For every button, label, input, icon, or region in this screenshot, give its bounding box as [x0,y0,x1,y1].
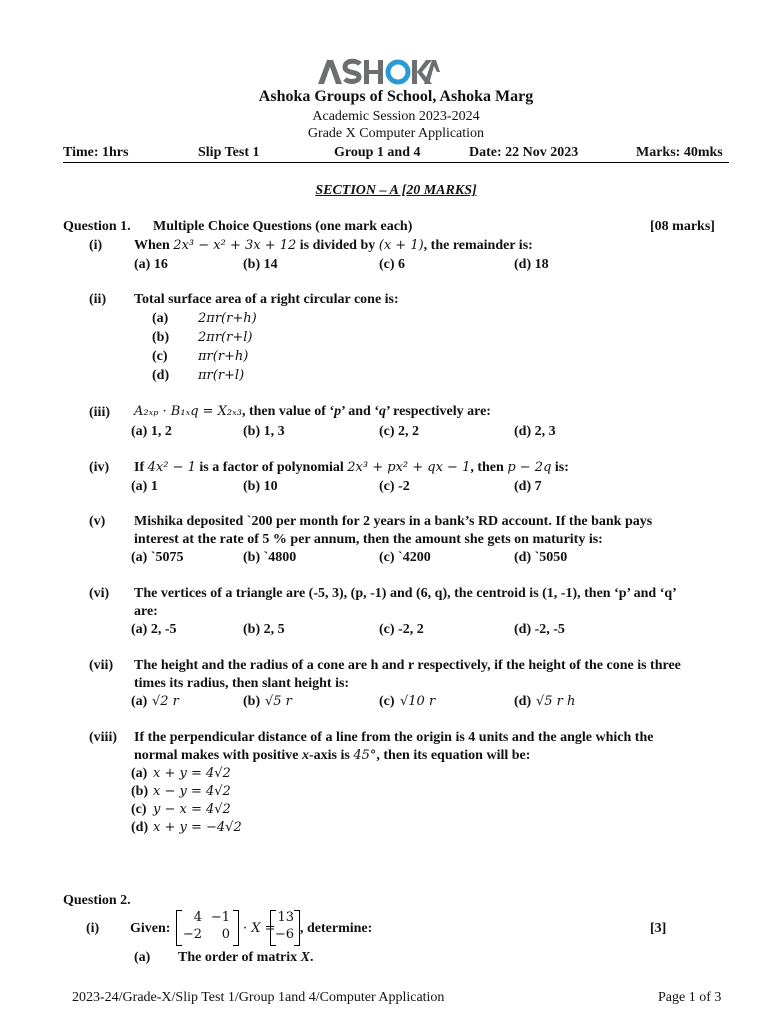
q1-vii-line-1: The height and the radius of a cone are h and r respectively, if the height of the cone is three [134,658,681,673]
matrix-a [176,910,240,944]
q1-vi-number: (vi) [89,586,110,601]
test-name: Slip Test 1 [198,145,260,160]
q1-i-divisor: (x + 1) [378,238,424,253]
q1-v-number: (v) [89,514,106,529]
q1-i-text: When 2x³ − x² + 3x + 12 is divided by (x + 1), the remainder is: [134,238,533,253]
q1-vi-line-1: The vertices of a triangle are (-5, 3), (p, -1) and (6, q), the centroid is (1, -1), then ‘p’ and ‘q’ [134,586,677,601]
q1-iii-option-c: (c) 2, 2 [379,424,420,439]
group-info: Group 1 and 4 [334,145,421,160]
q1-viii-number: (viii) [89,730,117,745]
q1-vi-option-a: (a) 2, -5 [131,622,177,637]
q1-iii-matrix-equation: A₂ₓₚ · B₁ₓq = X₂ₓ₃ [134,404,242,419]
q1-viii-option-d: x + y = −4√2 [153,820,242,835]
q1-v-option-c: (c) `4200 [379,550,431,565]
exam-date: Date: 22 Nov 2023 [469,145,579,160]
q1-iii-option-b: (b) 1, 3 [243,424,285,439]
q1-ii-option-a-key: (a) [152,311,169,326]
question-2-label: Question 2. [63,893,131,908]
matrix-a-cell: −1 [210,910,230,925]
q1-i-number: (i) [89,238,103,253]
q1-viii-angle: 45° [353,748,377,763]
q1-vii-option-b: √5 r [265,694,292,709]
q1-v-line-2: interest at the rate of 5 % per annum, then the amount she gets on maturity is: [134,532,603,547]
q1-vi-option-b: (b) 2, 5 [243,622,285,637]
matrix-a-cell: −2 [182,927,202,942]
q1-ii-option-c: πr(r+h) [198,349,249,364]
school-logo [318,58,440,86]
q1-vii-option-b-key: (b) [243,694,261,709]
question-1-title: Multiple Choice Questions (one mark each) [153,219,413,234]
q1-vii-option-d-key: (d) [514,694,532,709]
q1-i-option-a: (a) 16 [134,257,168,272]
q1-vii-option-a-key: (a) [131,694,148,709]
q1-iv-option-d: (d) 7 [514,479,542,494]
q1-ii-option-d: πr(r+l) [198,368,245,383]
q2-i-determine: , determine: [300,921,373,936]
header-rule [63,162,729,163]
q1-viii-option-d-key: (d) [131,820,149,835]
q2-i-given: Given: [130,921,171,936]
q1-viii-line-2: normal makes with positive x-axis is 45°, then its equation will be: [134,748,531,763]
section-title: SECTION – A [20 MARKS] [315,183,477,198]
q1-viii-option-c: y − x = 4√2 [153,802,231,817]
q1-ii-option-b-key: (b) [152,330,170,345]
matrix-b-cell: −6 [274,927,294,942]
q1-iii-number: (iii) [89,405,110,420]
matrix-a-right-bracket [233,910,239,946]
footer-document-code: 2023-24/Grade-X/Slip Test 1/Group 1and 4/Computer Application [72,990,445,1005]
q1-iv-number: (iv) [89,460,110,475]
max-marks: Marks: 40mks [636,145,723,160]
q1-v-line-1: Mishika deposited `200 per month for 2 years in a bank’s RD account. If the bank pays [134,514,653,529]
q1-vii-number: (vii) [89,658,114,673]
q1-vii-option-a: √2 r [152,694,179,709]
q1-viii-option-a-key: (a) [131,766,148,781]
q1-iv-option-c: (c) -2 [379,479,410,494]
q1-viii-line-1: If the perpendicular distance of a line from the origin is 4 units and the angle which the [134,730,654,745]
q2-i-a-text: The order of matrix X. [178,950,314,965]
q1-iii-text: A₂ₓₚ · B₁ₓq = X₂ₓ₃, then value of ‘p’ and ‘q’ respectively are: [134,404,491,419]
q1-vii-option-d: √5 r h [536,694,576,709]
q1-viii-option-b: x − y = 4√2 [153,784,231,799]
q1-iv-expression: p − 2q [507,460,552,475]
q1-viii-option-a: x + y = 4√2 [153,766,231,781]
q1-v-option-a: (a) `5075 [131,550,184,565]
q1-ii-option-a: 2πr(r+h) [198,311,257,326]
q1-vi-option-c: (c) -2, 2 [379,622,424,637]
academic-session: Academic Session 2023-2024 [312,109,480,124]
q2-i-times-x: · X = [243,921,276,936]
q1-ii-option-d-key: (d) [152,368,170,383]
q1-ii-text: Total surface area of a right circular cone is: [134,292,399,307]
q1-vi-line-2: are: [134,604,158,619]
exam-time: Time: 1hrs [63,145,129,160]
q1-ii-number: (ii) [89,292,107,307]
q1-iv-polynomial: 2x³ + px² + qx − 1 [347,460,471,475]
q1-i-option-b: (b) 14 [243,257,278,272]
matrix-a-cell: 4 [193,910,202,925]
q1-vii-option-c-key: (c) [379,694,395,709]
q2-i-number: (i) [86,921,100,936]
grade-subject: Grade X Computer Application [307,126,485,141]
q1-v-option-b: (b) `4800 [243,550,297,565]
q1-ii-option-c-key: (c) [152,349,168,364]
q1-vii-line-2: times its radius, then slant height is: [134,676,350,691]
q1-i-option-d: (d) 18 [514,257,549,272]
q1-iii-option-a: (a) 1, 2 [131,424,172,439]
question-1-marks: [08 marks] [650,219,715,234]
matrix-b-cell: 13 [277,910,294,925]
footer-page-number: Page 1 of 3 [658,990,722,1005]
q2-i-marks: [3] [650,921,667,936]
q1-i-option-c: (c) 6 [379,257,406,272]
q1-vi-option-d: (d) -2, -5 [514,622,565,637]
question-1-label: Question 1. [63,219,131,234]
q1-iv-text: If 4x² − 1 is a factor of polynomial 2x³ + px² + qx − 1, then p − 2q is: [134,460,569,475]
q1-iv-option-a: (a) 1 [131,479,158,494]
matrix-b [270,910,300,944]
q1-iii-option-d: (d) 2, 3 [514,424,556,439]
q1-vii-option-c: √10 r [400,694,436,709]
q1-v-option-d: (d) `5050 [514,550,568,565]
q1-i-polynomial: 2x³ − x² + 3x + 12 [173,238,297,253]
q1-iv-option-b: (b) 10 [243,479,278,494]
q1-viii-option-b-key: (b) [131,784,149,799]
q1-ii-option-b: 2πr(r+l) [198,330,253,345]
q1-viii-option-c-key: (c) [131,802,147,817]
school-name: Ashoka Groups of School, Ashoka Marg [258,88,534,105]
matrix-a-cell: 0 [221,927,230,942]
q2-i-a-key: (a) [134,950,151,965]
q1-iv-factor: 4x² − 1 [147,460,196,475]
